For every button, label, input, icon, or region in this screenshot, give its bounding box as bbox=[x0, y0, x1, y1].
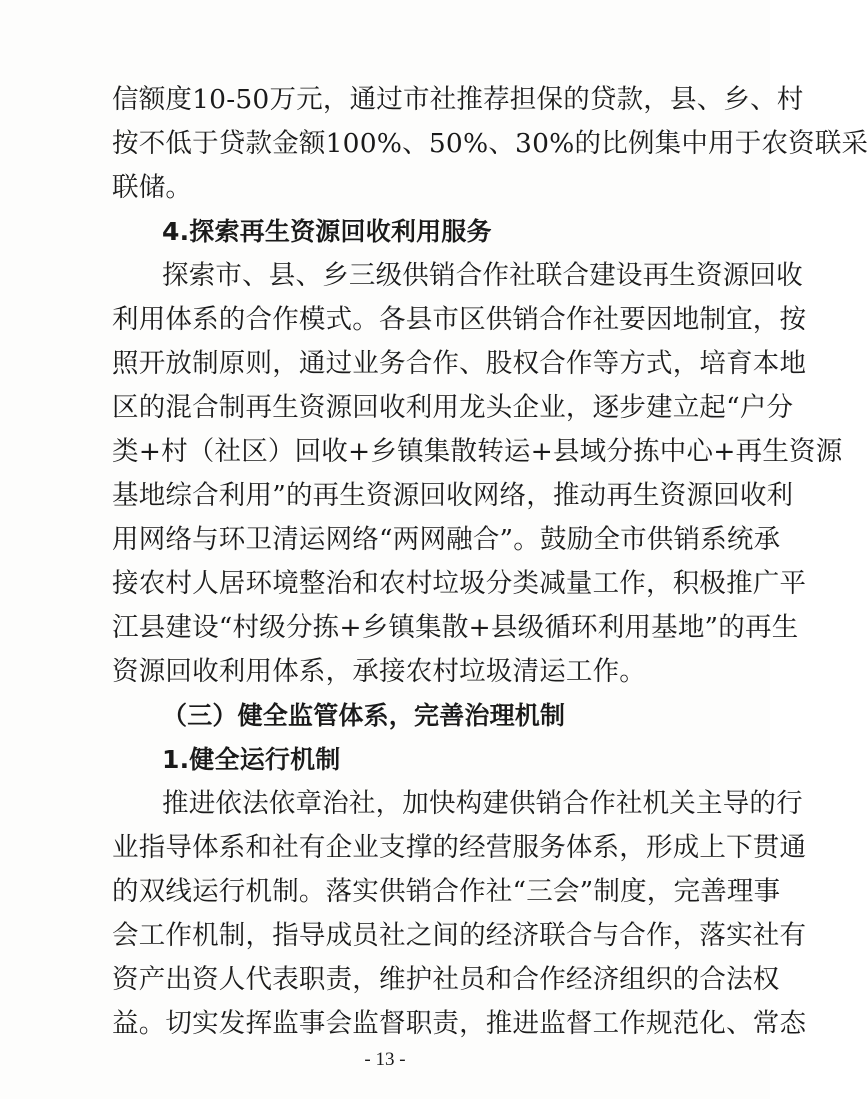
subsection-heading-1: 1.健全运行机制 bbox=[162, 745, 341, 774]
paragraph-line: 信额度10-50万元，通过市社推荐担保的贷款，县、乡、村 bbox=[112, 84, 804, 115]
paragraph-line: 业指导体系和社有企业支撑的经营服务体系，形成上下贯通 bbox=[112, 832, 807, 863]
paragraph-line: 区的混合制再生资源回收利用龙头企业，逐步建立起“户分 bbox=[112, 392, 794, 423]
paragraph-line: 会工作机制，指导成员社之间的经济联合与合作，落实社有 bbox=[112, 920, 807, 951]
paragraph-line: 联储。 bbox=[112, 172, 193, 203]
paragraph-line: 益。切实发挥监事会监督职责，推进监督工作规范化、常态 bbox=[112, 1008, 807, 1039]
paragraph-line: 照开放制原则，通过业务合作、股权合作等方式，培育本地 bbox=[112, 348, 807, 379]
paragraph-line: 资源回收利用体系，承接农村垃圾清运工作。 bbox=[112, 656, 646, 687]
paragraph-line: 基地综合利用”的再生资源回收网络，推动再生资源回收利 bbox=[112, 480, 794, 511]
paragraph-line: 利用体系的合作模式。各县市区供销合作社要因地制宜，按 bbox=[112, 304, 807, 335]
paragraph-line: 类+村（社区）回收+乡镇集散转运+县域分拣中心+再生资源 bbox=[112, 436, 843, 467]
page-number: - 13 - bbox=[364, 1049, 406, 1070]
paragraph-line: 资产出资人代表职责，维护社员和合作经济组织的合法权 bbox=[112, 964, 780, 995]
paragraph-line: 用网络与环卫清运网络“两网融合”。鼓励全市供销系统承 bbox=[112, 524, 781, 555]
paragraph-line: 推进依法依章治社，加快构建供销合作社机关主导的行 bbox=[162, 788, 803, 819]
paragraph-line: 探索市、县、乡三级供销合作社联合建设再生资源回收 bbox=[162, 260, 803, 291]
paragraph-line: 接农村人居环境整治和农村垃圾分类减量工作，积极推广平 bbox=[112, 568, 807, 599]
paragraph-line: 江县建设“村级分拣+乡镇集散+县级循环利用基地”的再生 bbox=[112, 612, 799, 643]
paragraph-line: 按不低于贷款金额100%、50%、30%的比例集中用于农资联采 bbox=[112, 128, 868, 159]
paragraph-line: 的双线运行机制。落实供销合作社“三会”制度，完善理事 bbox=[112, 876, 781, 907]
section-heading-3: （三）健全监管体系，完善治理机制 bbox=[162, 701, 566, 730]
section-heading-4: 4.探索再生资源回收利用服务 bbox=[162, 217, 492, 246]
